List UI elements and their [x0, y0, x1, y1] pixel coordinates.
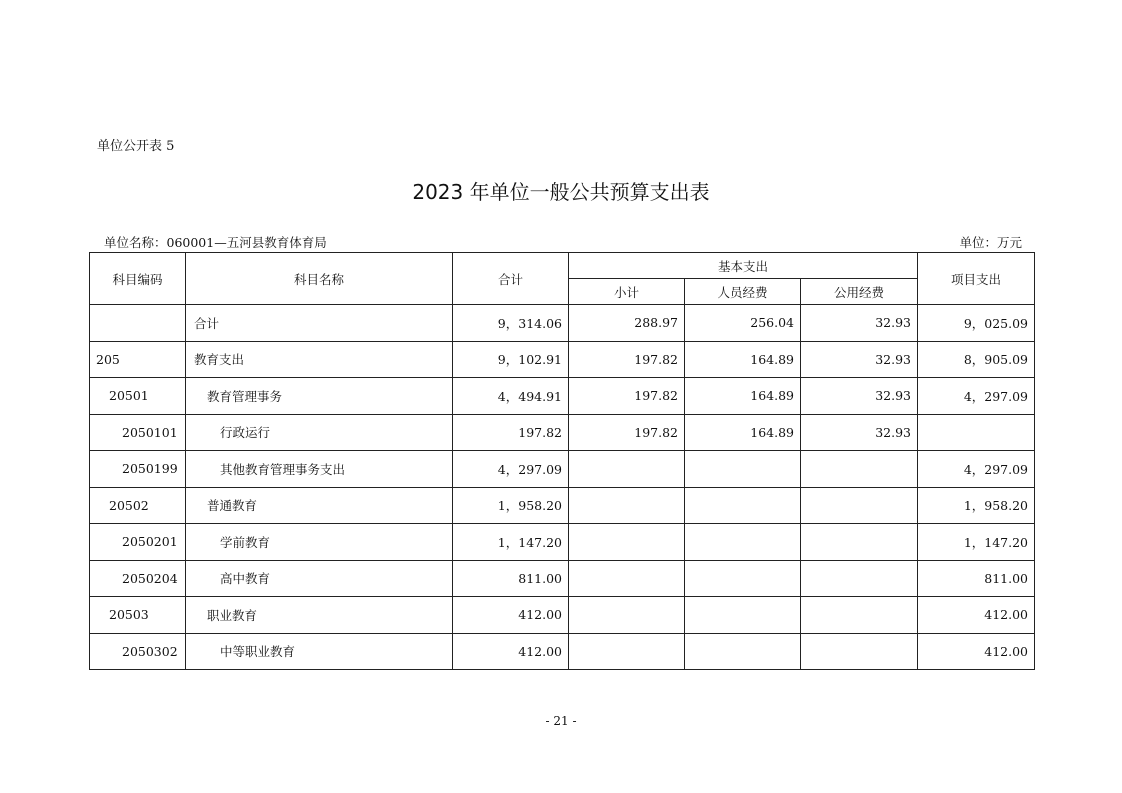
row-name: 学前教育 [186, 524, 453, 561]
row-code [90, 305, 186, 342]
row-public: 32.93 [801, 414, 918, 451]
table-row [90, 633, 1035, 670]
row-name: 教育支出 [186, 341, 453, 378]
row-public [801, 524, 918, 561]
table-row [90, 487, 1035, 524]
row-project: 412.00 [918, 633, 1035, 670]
row-public: 32.93 [801, 341, 918, 378]
table-row [90, 414, 1035, 451]
row-public [801, 597, 918, 634]
row-personnel [685, 597, 801, 634]
row-public [801, 487, 918, 524]
row-project: 412.00 [918, 597, 1035, 634]
row-total: 197.82 [453, 414, 569, 451]
row-total: 4，494.91 [453, 378, 569, 415]
table-row [90, 378, 1035, 415]
row-name: 合计 [186, 305, 453, 342]
row-project: 9，025.09 [918, 305, 1035, 342]
unit-label: 单位：万元 [959, 235, 1022, 250]
page-number: - 21 - [545, 714, 577, 728]
header-project: 项目支出 [918, 253, 1035, 305]
table-row [90, 524, 1035, 561]
row-project: 4，297.09 [918, 378, 1035, 415]
row-personnel: 256.04 [685, 305, 801, 342]
table-row [90, 305, 1035, 342]
row-name: 高中教育 [186, 560, 453, 597]
table-row [90, 451, 1035, 488]
row-subtotal [569, 487, 685, 524]
row-project: 4，297.09 [918, 451, 1035, 488]
row-subtotal [569, 560, 685, 597]
table-row [90, 560, 1035, 597]
row-public: 32.93 [801, 305, 918, 342]
row-personnel: 164.89 [685, 341, 801, 378]
row-code: 20501 [90, 378, 186, 415]
row-code: 2050204 [90, 560, 186, 597]
row-total: 811.00 [453, 560, 569, 597]
row-name: 教育管理事务 [186, 378, 453, 415]
table-row [90, 341, 1035, 378]
header-total: 合计 [453, 253, 569, 305]
row-name: 普通教育 [186, 487, 453, 524]
row-name: 其他教育管理事务支出 [186, 451, 453, 488]
row-total: 1，147.20 [453, 524, 569, 561]
row-subtotal [569, 524, 685, 561]
row-total: 1，958.20 [453, 487, 569, 524]
header-code: 科目编码 [90, 253, 186, 305]
header-basic: 基本支出 [569, 253, 918, 279]
row-personnel [685, 560, 801, 597]
row-name: 职业教育 [186, 597, 453, 634]
row-total: 9，102.91 [453, 341, 569, 378]
row-subtotal [569, 597, 685, 634]
row-code: 205 [90, 341, 186, 378]
row-subtotal: 197.82 [569, 341, 685, 378]
row-total: 9，314.06 [453, 305, 569, 342]
row-name: 行政运行 [186, 414, 453, 451]
row-personnel [685, 524, 801, 561]
row-subtotal [569, 451, 685, 488]
row-subtotal [569, 633, 685, 670]
table-label: 单位公开表 5 [97, 139, 175, 154]
row-subtotal: 197.82 [569, 378, 685, 415]
row-code: 20502 [90, 487, 186, 524]
row-project [918, 414, 1035, 451]
row-subtotal: 288.97 [569, 305, 685, 342]
row-personnel [685, 451, 801, 488]
row-personnel: 164.89 [685, 414, 801, 451]
row-public: 32.93 [801, 378, 918, 415]
header-subtotal: 小计 [569, 279, 685, 305]
row-personnel [685, 487, 801, 524]
header-name: 科目名称 [186, 253, 453, 305]
row-project: 8，905.09 [918, 341, 1035, 378]
row-project: 1，958.20 [918, 487, 1035, 524]
row-code: 2050302 [90, 633, 186, 670]
budget-table [89, 252, 1035, 670]
row-code: 2050201 [90, 524, 186, 561]
table-row [90, 597, 1035, 634]
row-project: 1，147.20 [918, 524, 1035, 561]
row-project: 811.00 [918, 560, 1035, 597]
row-code: 2050101 [90, 414, 186, 451]
row-code: 2050199 [90, 451, 186, 488]
row-code: 20503 [90, 597, 186, 634]
row-total: 412.00 [453, 633, 569, 670]
unit-name: 单位名称：060001—五河县教育体育局 [104, 235, 327, 250]
row-personnel: 164.89 [685, 378, 801, 415]
row-personnel [685, 633, 801, 670]
row-total: 4，297.09 [453, 451, 569, 488]
row-name: 中等职业教育 [186, 633, 453, 670]
row-public [801, 633, 918, 670]
page-title: 2023 年单位一般公共预算支出表 [412, 180, 710, 204]
header-personnel: 人员经费 [685, 279, 801, 305]
row-total: 412.00 [453, 597, 569, 634]
header-public: 公用经费 [801, 279, 918, 305]
row-public [801, 451, 918, 488]
row-public [801, 560, 918, 597]
row-subtotal: 197.82 [569, 414, 685, 451]
